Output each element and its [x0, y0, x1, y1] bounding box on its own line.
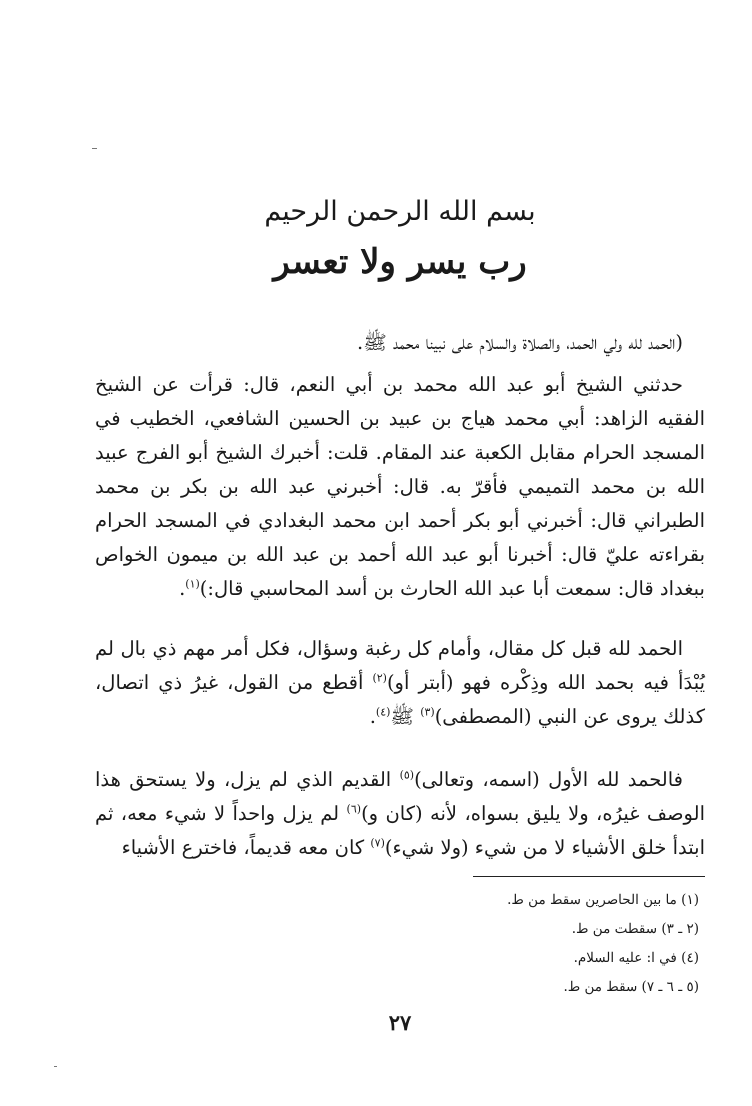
footnote-divider	[473, 876, 705, 877]
footnote-ref-5: (٥)	[399, 768, 415, 782]
paragraph-text: (الحمد لله ولي الحمد، والصلاة والسلام على نبينا محمد ﷺ.	[357, 331, 683, 354]
basmala-heading: بسم الله الرحمن الرحيم	[264, 196, 536, 227]
footnote: (٢ ـ ٣) سقطت من ط.	[571, 921, 699, 937]
footnote-ref-2: (٢)	[372, 671, 387, 685]
paragraph-text: القديم الذي لم يزل، ولا يستحق هذا الوصف غيرُه، ولا يليق بسواه، لأنه (كان و)	[95, 768, 705, 825]
scan-speck	[54, 1066, 57, 1067]
paragraph-text: فالحمد لله الأول (اسمه، وتعالى)	[414, 768, 684, 791]
paragraph-praise	[95, 326, 705, 360]
footnote-ref-1: (١)	[185, 577, 200, 591]
paragraph-text-end: .	[179, 577, 186, 600]
salawat-glyph: ﷺ	[390, 705, 414, 728]
invocation-heading: رب يسر ولا تعسر	[273, 242, 527, 282]
paragraph-first	[95, 763, 705, 865]
footnotes	[95, 886, 699, 1002]
page-number: ٢٧	[388, 1010, 412, 1035]
footnote-ref-7: (٧)	[370, 836, 385, 850]
footnote: (١) ما بين الحاصرين سقط من ط.	[507, 892, 699, 908]
paragraph-text: الحمد لله قبل كل مقال، وأمام كل رغبة وسؤال، فكل أمر مهم ذي بال لم يُبْدَأ فيه بحمد الله وذِكْره فهو (أبتر أو)	[95, 637, 706, 694]
paragraph-text: أقطع من القول، غيرُ ذي اتصال، كذلك يروى عن النبي (المصطفى)	[95, 671, 705, 728]
paragraph-hamd	[95, 632, 705, 734]
page-body	[95, 0, 705, 1106]
scan-speck	[92, 148, 97, 149]
paragraph-isnad	[95, 368, 705, 606]
paragraph-text: لم يزل واحداً لا شيء معه، ثم ابتدأ خلق الأشياء لا من شيء (ولا شيء)	[95, 802, 705, 859]
footnote: (٤) في ا: عليه السلام.	[573, 950, 699, 966]
footnote-ref-3: (٣)	[420, 705, 435, 719]
paragraph-text-end: .	[369, 705, 376, 728]
footnote-ref-4: (٤)	[375, 705, 391, 719]
paragraph-text: كان معه قديماً، فاخترع الأشياء	[121, 836, 365, 859]
footnote-ref-6: (٦)	[346, 802, 362, 816]
paragraph-text: حدثني الشيخ أبو عبد الله محمد بن أبي النعم، قال: قرأت عن الشيخ الفقيه الزاهد: أبي محمد هياج بن عبيد بن الحسين الشافعي، الخطيب في المسجد الحرام مقابل الكعبة عند المقام. قلت: أخبرك الشيخ أبو الفرج عبيد الله بن محمد التميمي فأقرّ به. قال: أخبرني عبد الله بن بكر بن محمد الطبراني قال: أخبرني أبو بكر أحمد ابن محمد البغدادي في المسجد الحرام بقراءته عليّ قال: أخبرنا أبو عبد الله أحمد بن عبد الله بن ميمون الخواص ببغداد قال: سمعت أبا عبد الله الحارث بن أسد المحاسبي قال:)	[95, 373, 705, 600]
footnote: (٥ ـ ٦ ـ ٧) سقط من ط.	[563, 979, 699, 995]
